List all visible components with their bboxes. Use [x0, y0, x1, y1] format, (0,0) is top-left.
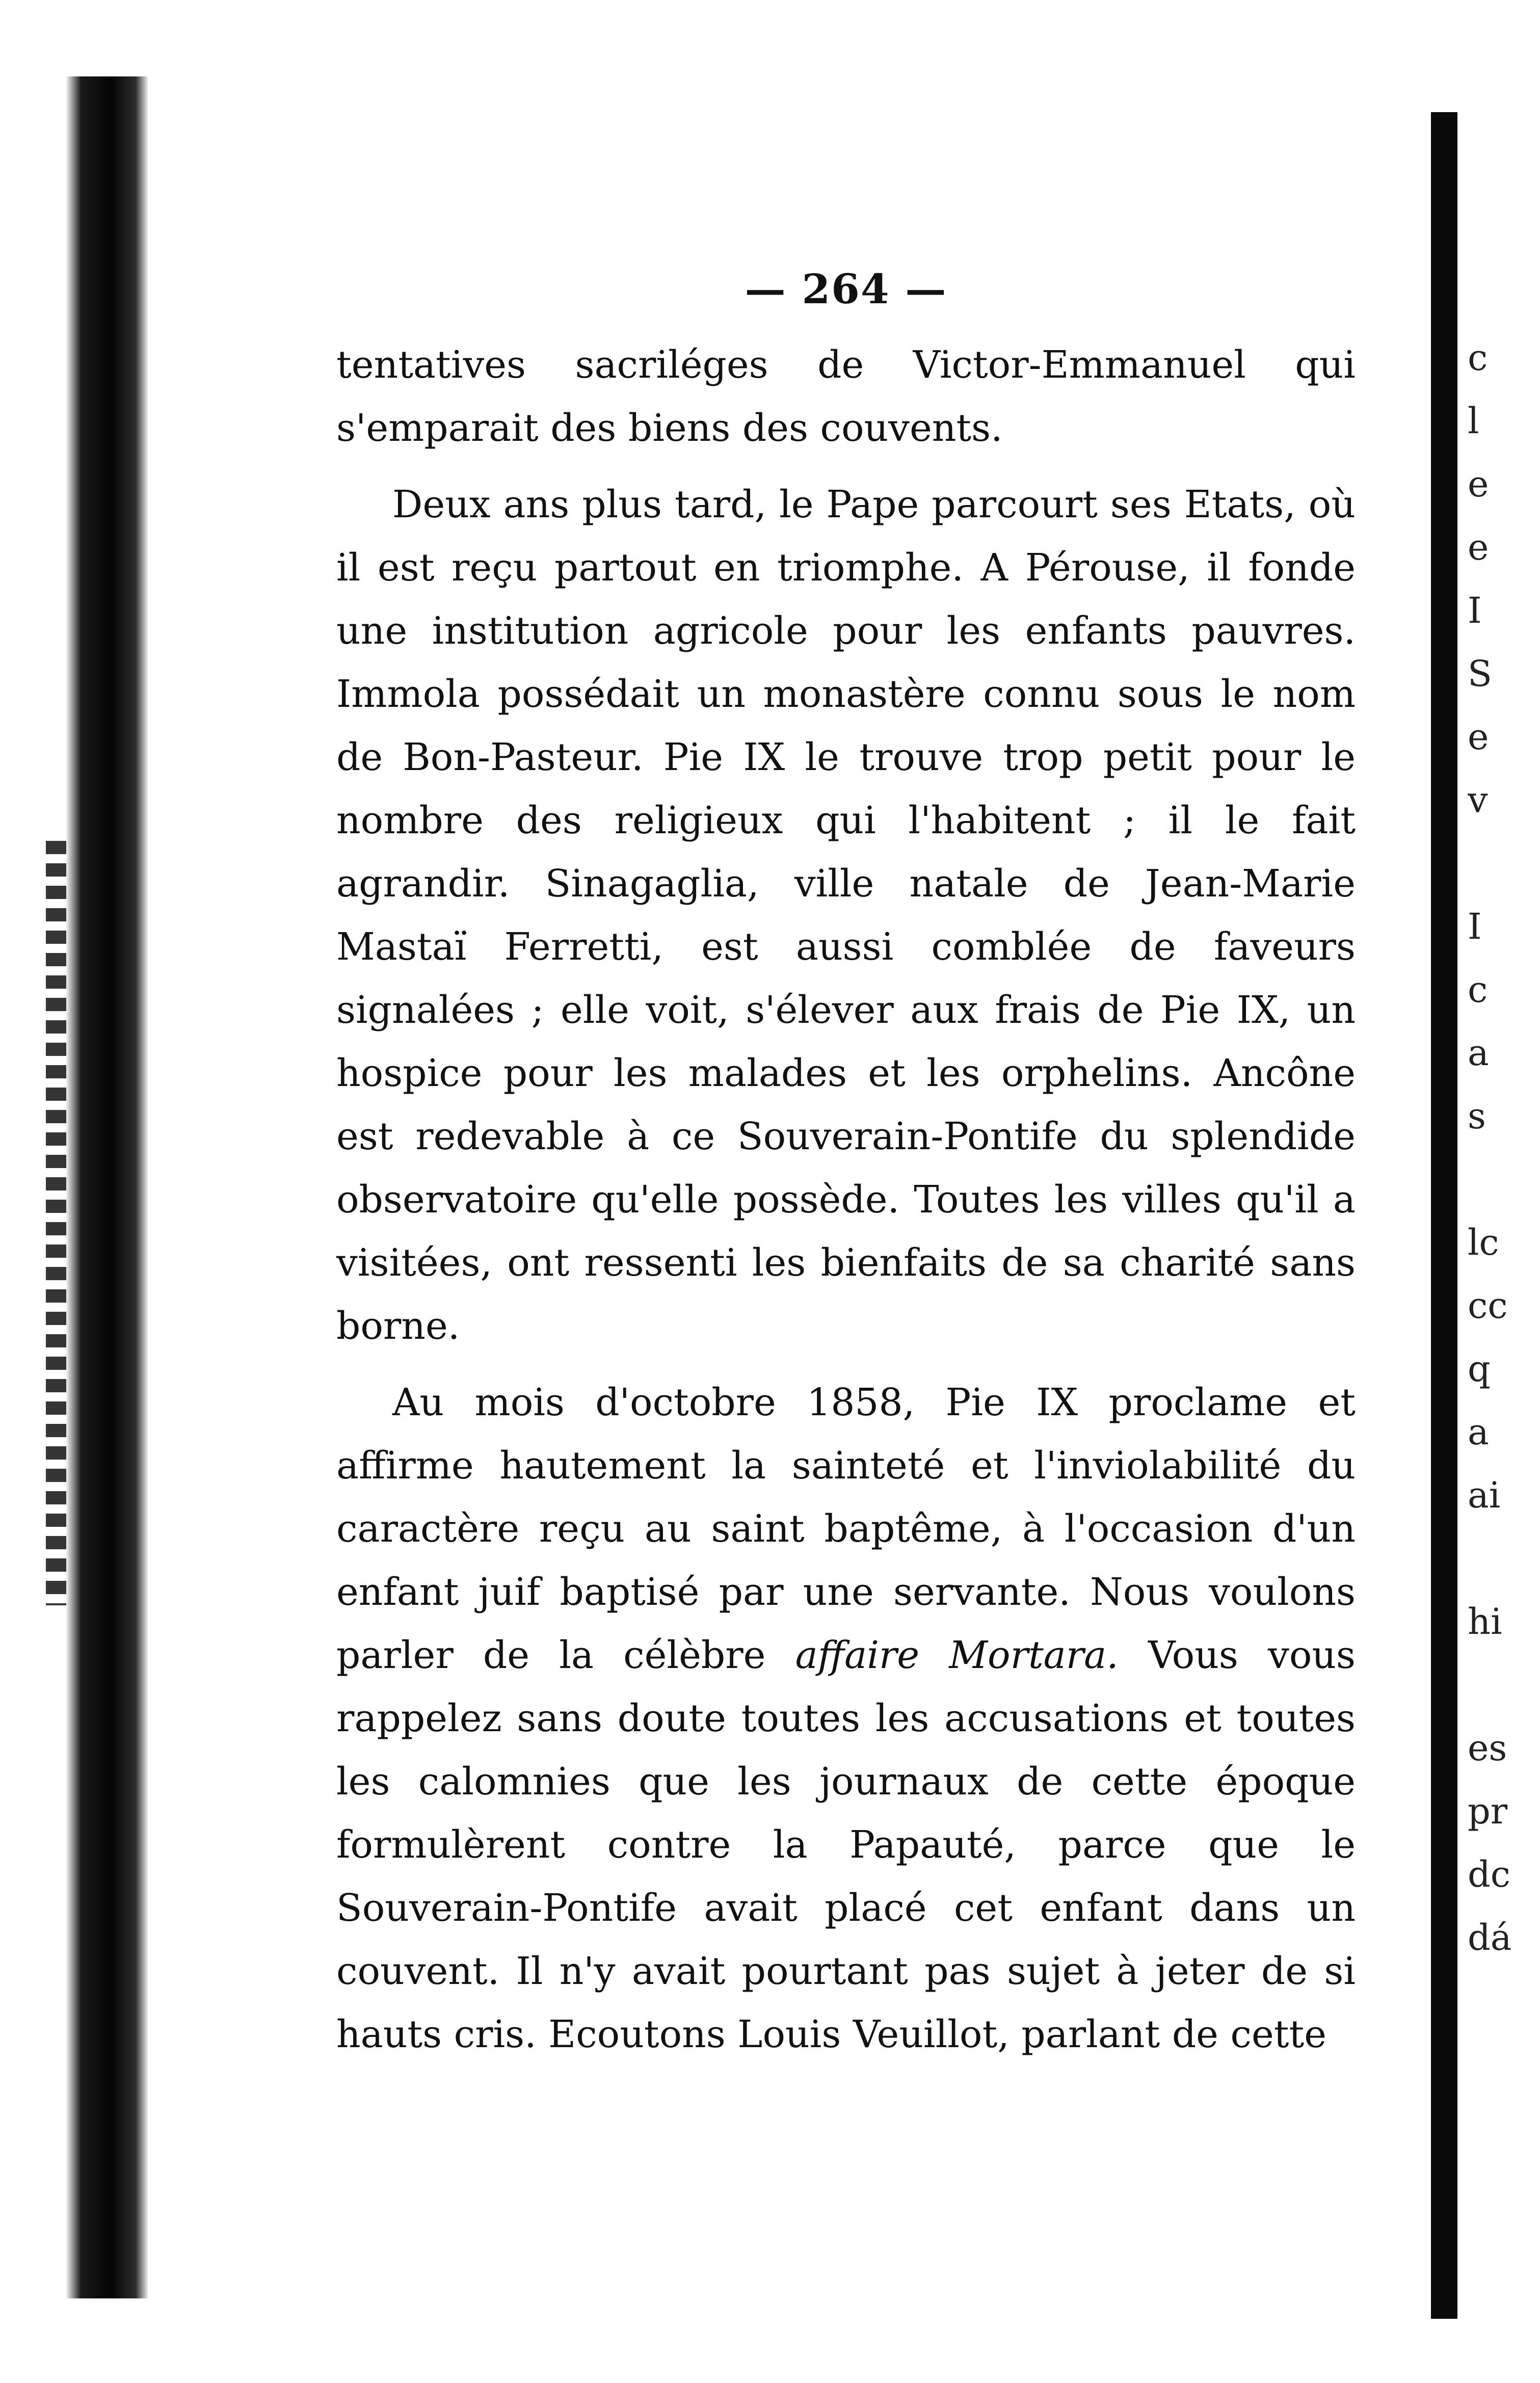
facing-fragment: e — [1468, 526, 1489, 568]
facing-fragment: e — [1468, 463, 1489, 505]
facing-fragment: q — [1468, 1348, 1491, 1390]
facing-fragment: I — [1468, 906, 1482, 947]
scan-binding-shadow-left — [66, 76, 148, 2298]
paragraph-continuation: tentatives sacriléges de Victor-Emmanuel qui s'emparait des biens des couvents. — [336, 343, 1356, 450]
facing-fragment: hi — [1468, 1601, 1502, 1643]
facing-fragment — [1468, 1148, 1540, 1211]
facing-fragment: pr — [1468, 1790, 1508, 1832]
facing-fragment: S — [1468, 653, 1492, 695]
facing-fragment: cc — [1468, 1285, 1508, 1327]
facing-fragment: lc — [1468, 1222, 1499, 1263]
facing-page-bleed-through — [1468, 326, 1540, 1969]
facing-fragment — [1468, 832, 1540, 895]
facing-fragment: es — [1468, 1727, 1507, 1769]
facing-fragment: s — [1468, 1095, 1486, 1137]
facing-fragment: c — [1468, 337, 1488, 379]
italic-affaire-mortara: affaire Mortara. — [795, 1633, 1119, 1677]
paragraph-mortara-text-before: Au mois d'octobre 1858, Pie IX proclame et affirme hautement la sainteté et l'inviolabilité du caractère reçu au saint baptême, à l'occasion d'un enfant juif baptisé par une servante. Nous voulons parler de la célèbre — [336, 1381, 1356, 1677]
page-number: — 264 — — [745, 265, 947, 313]
facing-fragment: I — [1468, 590, 1482, 631]
facing-fragment: c — [1468, 969, 1488, 1011]
paragraph-mortara-text-after: Vous vous rappelez sans doute toutes les accusations et toutes les calomnies que les journaux de cette époque formulèrent contre la Papauté, parce que le Souverain-Pontife avait placé cet enfant dans un couvent. Il n'y avait pourtant pas sujet à jeter de si hauts cris. Ecoutons Louis Veuillot, parlant de cette — [336, 1633, 1356, 2056]
facing-fragment — [1468, 1653, 1540, 1716]
paragraph-pope-travels: Deux ans plus tard, le Pape parcourt ses Etats, où il est reçu partout en triomphe. A Pérouse, il fonde une institution agricole pour les enfants pauvres. Immola possédait un monastère connu sous le nom de Bon-Pasteur. Pie IX le trouve trop petit pour le nombre des religieux qui l'habitent ; il le fait agrandir. Sinagaglia, ville natale de Jean-Marie Mastaï Ferretti, est aussi comblée de faveurs signalées ; elle voit, s'élever aux frais de Pie IX, un hospice pour les malades et les orphelins. Ancône est redevable à ce Souverain-Pontife du splendide observatoire qu'elle possède. Toutes les villes qu'il a visitées, ont ressenti les bienfaits de sa charité sans borne. — [336, 483, 1356, 1348]
facing-fragment: dá — [1468, 1917, 1512, 1958]
facing-fragment: a — [1468, 1032, 1489, 1074]
facing-fragment: v — [1468, 779, 1488, 821]
book-page — [336, 265, 1356, 2079]
facing-fragment — [1468, 1527, 1540, 1590]
facing-fragment: dc — [1468, 1854, 1511, 1895]
paragraph-mortara-affair — [336, 1371, 1356, 2066]
facing-fragment: ai — [1468, 1474, 1501, 1516]
facing-fragment: a — [1468, 1411, 1489, 1453]
scan-page-edge-right — [1431, 112, 1457, 2319]
facing-fragment: l — [1468, 400, 1479, 442]
facing-fragment: e — [1468, 716, 1489, 758]
